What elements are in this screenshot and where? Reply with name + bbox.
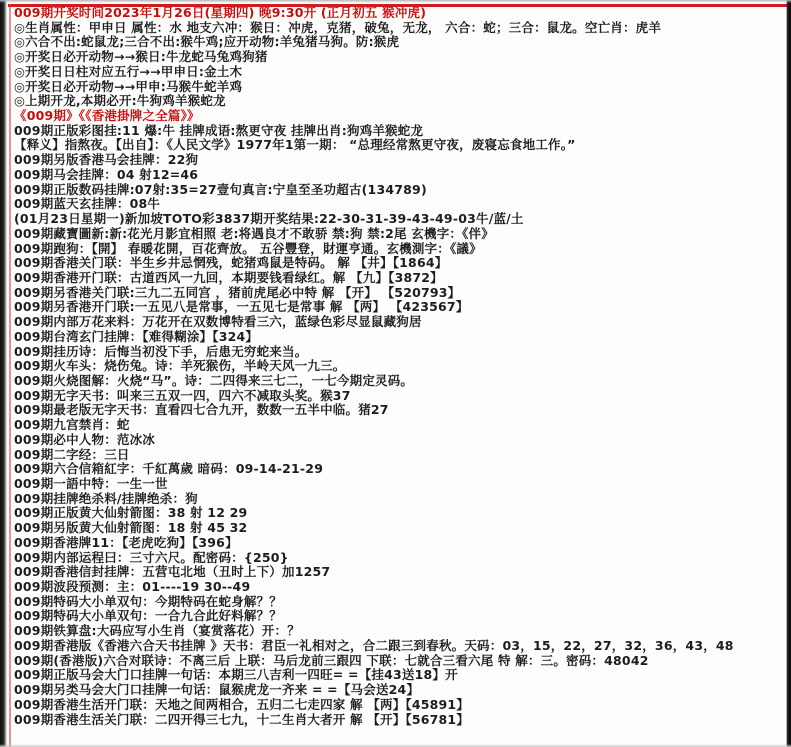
text-line: 009期最老版无字天书：直看四七合九开，数数一五半中临。猪27 — [14, 403, 389, 418]
text-line: 009期香港版《香港六合天书挂牌 》天书：君臣一礼相对之，合二跟三到春秋。天码：03，15，22，27，32，36，43，48 — [14, 638, 734, 653]
text-line: 《009期》《《香港掛牌之全篇》》 — [14, 109, 200, 124]
text-line: 【释义】指熬夜。【出自】：《人民文学》1977年1第一期： “总理经常熬更守夜，废寝忘食地工作。” — [14, 138, 576, 153]
text-line: 009期九宫禁肖：蛇 — [14, 418, 130, 433]
text-line: 009期挂历诗：后悔当初没下手，后患无穷蛇来当。 — [14, 344, 308, 359]
text-line: 009期特码大小单双句：一合九合此好料解？？ — [14, 609, 282, 624]
text-line: 009期必中人物：范冰冰 — [14, 432, 155, 447]
text-line: 009期一語中特：一生一世 — [14, 477, 168, 491]
text-line: 009期挂牌绝杀料/挂牌绝杀：狗 — [14, 491, 198, 506]
text-line: 009期另香港关门联:三九二五同宫 ，猪前虎尾必中特 解 【开】 【520793】 — [14, 285, 461, 300]
text-line: 009期内部万花来料：万花开在双数博特看三六，蓝绿色彩尽显鼠藏狗居 — [14, 315, 422, 330]
text-line: 009期铁算盘:大码应写小生肖（宴赏落花）开：？ — [14, 624, 300, 639]
text-line: 009期香港信封挂牌：五营屯北地（丑时上下）加1257 — [14, 565, 331, 580]
text-line: 009期另香港开门联:一五见八是常事，一五见七是常事 解 【两】 【423567】 — [14, 300, 469, 315]
text-line: 009期香港关门联：半生乡井忌惘残，蛇猪鸡鼠是特码。 解 【井】【1864】 — [14, 256, 448, 271]
text-line: 009期无字天书：叫来三五双一四，四六不减取头奖。猴37 — [14, 388, 351, 403]
text-line: 009期香港开门联：古道西风一九回，本期要钱看绿红。解 【九】【3872】 — [14, 270, 443, 285]
text-line: ◎开奖日必开动物→→甲申:马猴牛蛇羊鸡 — [14, 79, 243, 94]
text-line: 009期开奖时间2023年1月26日(星期四) 晚9:30开 (正月初五 猴冲虎) — [14, 6, 427, 20]
text-content — [14, 6, 783, 727]
text-line: 009期另类马会大门口挂牌一句话：鼠猴虎龙一齐来 = =【马会送24】 — [14, 683, 420, 698]
text-line: 009期正版数码挂牌:07射:35=27壹句真言:宁皇至圣功超古(134789) — [14, 182, 427, 197]
text-line: 009期(香港版)六合对联诗：不离三后 上联：马后龙前三跟四 下联：七就合三看六尾 特 解：三。密码：48042 — [14, 653, 649, 668]
scan-edge-left — [0, 0, 7, 747]
text-line: 009期藏寶圖新:新:花光月影宜相照 老:将遇良才不敢骄 禁:狗 禁:2尾 玄機字：《伴》 — [14, 226, 494, 241]
text-line: 009期马会挂牌：04 射12=46 — [14, 167, 199, 182]
text-line: ◎开奖日日柱对应五行→→甲申日:金土木 — [14, 64, 243, 79]
text-line: ◎开奖日必开动物→→猴日:牛龙蛇马兔鸡狗猪 — [14, 50, 268, 65]
scan-edge-top — [0, 0, 791, 3]
red-border-left — [9, 4, 11, 747]
text-line: 009期另版香港马会挂牌：22狗 — [14, 153, 199, 168]
text-line: 009期跑狗：【開】 春暖花開，百花齊放。 五谷豐登，財運亨通。玄機測字：《議》 — [14, 241, 482, 256]
text-line: 009期特码大小单双句：今期特码在蛇身解？？ — [14, 594, 282, 609]
text-line: ◎上期开龙,本期必开:牛狗鸡羊猴蛇龙 — [14, 94, 226, 109]
text-line: 009期二字经：三日 — [14, 447, 130, 462]
text-line: 009期蓝天玄挂牌：08牛 — [14, 197, 161, 212]
text-line: 009期火烧图解：火烧“马”。诗：二四得来三七二，一七今期定灵码。 — [14, 373, 414, 388]
text-line: 009期正版马会大门口挂牌一句话：本期三八吉利一四旺= =【挂43送18】开 — [14, 668, 458, 683]
text-line: 009期香港生活关门联：二四开得三七九，十二生肖大者开 解 【开】【56781】 — [14, 712, 470, 727]
scan-edge-right — [786, 0, 791, 747]
text-line: 009期香港生活开门联：天地之间两相合，五归二七走四家 解 【两】【45891】 — [14, 697, 470, 712]
text-line: ◎六合不出:蛇鼠龙;三合不出:猴牛鸡;应开动物:羊兔猪马狗。防:猴虎 — [14, 35, 400, 50]
text-line: 009期正版黄大仙射箭图：38 射 12 29 — [14, 506, 248, 521]
text-line: 009期波段预测：主：01----19 30--49 — [14, 580, 251, 595]
text-line: 009期另版黄大仙射箭图：18 射 45 32 — [14, 521, 248, 536]
text-line: 009期台湾玄门挂牌：【难得糊涂】【324】 — [14, 329, 259, 344]
text-line: 009期正版彩图挂:11 爆:牛 挂牌成语:熬更守夜 挂牌出肖:狗鸡羊猴蛇龙 — [14, 123, 424, 138]
text-line: 009期内部运程曰：三寸六尺。配密码：{250} — [14, 550, 289, 565]
text-line: ◎生肖属性：甲申日 属性：水 地支六冲：猴日：冲虎，克猪，破兔，无龙， 六合：蛇；三合：鼠龙。空亡肖：虎羊 — [14, 20, 662, 35]
text-line: (01月23日星期一)新加坡TOTO彩3837期开奖结果:22-30-31-39-43-49-03牛/蓝/土 — [14, 212, 524, 227]
text-line: 009期六合信箱紅字：千紅萬歲 暗码：09-14-21-29 — [14, 462, 324, 477]
text-line: 009期火车头：烧伤兔。诗：羊死猴伤，半岭天风一九三。 — [14, 359, 346, 374]
text-line: 009期香港牌11：【老虎吃狗】【396】 — [14, 535, 238, 550]
